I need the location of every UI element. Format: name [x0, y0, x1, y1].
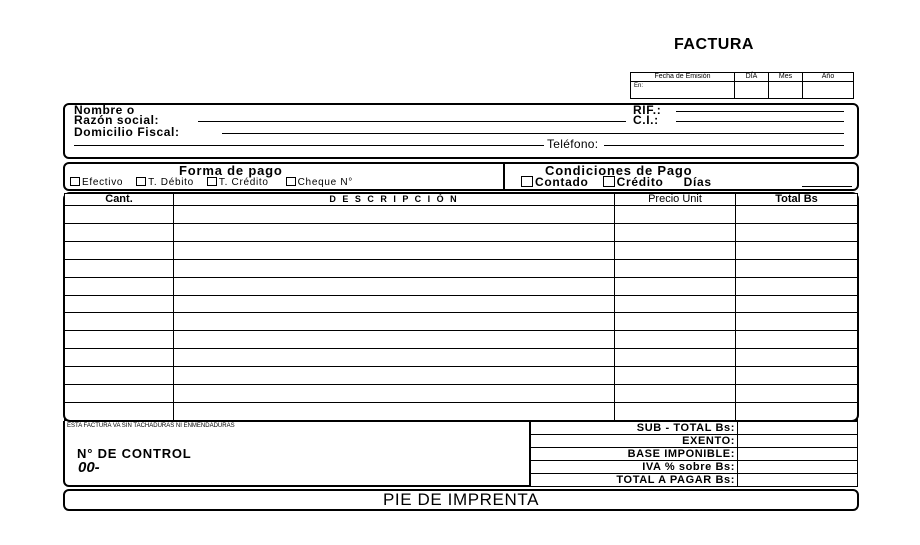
condition-contado[interactable]: Contado — [521, 175, 589, 189]
item-cell-precio[interactable] — [615, 241, 736, 259]
condition-credito[interactable]: Crédito — [603, 175, 664, 189]
item-cell-descripcion[interactable] — [174, 259, 615, 277]
rif-field[interactable] — [676, 111, 844, 112]
item-cell-total[interactable] — [736, 241, 858, 259]
header-total-bs: Total Bs — [736, 194, 858, 206]
item-cell-descripcion[interactable] — [174, 402, 615, 420]
item-row — [65, 206, 858, 224]
totals-table — [530, 421, 858, 487]
payment-option-credito[interactable]: T. Crédito — [207, 177, 269, 188]
header-cant: Cant. — [65, 194, 174, 206]
item-cell-descripcion[interactable] — [174, 206, 615, 224]
item-cell-precio[interactable] — [615, 206, 736, 224]
notice-text: ESTA FACTURA VA SIN TACHADURAS NI ENMENDADURAS — [67, 423, 235, 429]
item-cell-cant[interactable] — [65, 349, 174, 367]
item-row — [65, 241, 858, 259]
item-cell-total[interactable] — [736, 349, 858, 367]
item-cell-precio[interactable] — [615, 259, 736, 277]
header-precio-unit: Precio Unit — [615, 194, 736, 206]
totals-value-field[interactable] — [738, 422, 858, 435]
item-row — [65, 331, 858, 349]
item-cell-descripcion[interactable] — [174, 331, 615, 349]
razon-social-field[interactable] — [198, 121, 626, 122]
payment-option-efectivo[interactable]: Efectivo — [70, 177, 123, 188]
totals-label: TOTAL A PAGAR Bs: — [531, 474, 738, 487]
item-cell-cant[interactable] — [65, 331, 174, 349]
checkbox-efectivo[interactable] — [70, 177, 80, 186]
items-header-row — [65, 194, 858, 206]
item-cell-total[interactable] — [736, 295, 858, 313]
totals-label: BASE IMPONIBLE: — [531, 448, 738, 461]
item-cell-precio[interactable] — [615, 331, 736, 349]
item-cell-precio[interactable] — [615, 367, 736, 385]
item-row — [65, 223, 858, 241]
domicilio-field-line2[interactable] — [74, 145, 544, 146]
item-cell-total[interactable] — [736, 313, 858, 331]
item-cell-descripcion[interactable] — [174, 241, 615, 259]
item-cell-cant[interactable] — [65, 277, 174, 295]
conditions-title: Condiciones de Pago — [545, 163, 693, 178]
totals-value-field[interactable] — [738, 435, 858, 448]
telefono-label: Teléfono: — [547, 137, 599, 151]
item-cell-total[interactable] — [736, 223, 858, 241]
payment-options — [70, 177, 353, 188]
item-cell-descripcion[interactable] — [174, 385, 615, 403]
item-cell-descripcion[interactable] — [174, 313, 615, 331]
control-number-value: 00- — [78, 459, 100, 476]
payment-divider — [503, 163, 505, 190]
checkbox-debito[interactable] — [136, 177, 146, 186]
invoice-title: FACTURA — [674, 36, 754, 53]
item-cell-cant[interactable] — [65, 295, 174, 313]
item-cell-cant[interactable] — [65, 223, 174, 241]
item-cell-descripcion[interactable] — [174, 277, 615, 295]
domicilio-label: Domicilio Fiscal: — [74, 125, 180, 139]
item-cell-cant[interactable] — [65, 313, 174, 331]
checkbox-contado[interactable] — [521, 176, 533, 187]
item-cell-precio[interactable] — [615, 223, 736, 241]
dias-label: Días — [683, 175, 712, 189]
payment-option-debito[interactable]: T. Débito — [136, 177, 194, 188]
item-cell-cant[interactable] — [65, 402, 174, 420]
item-row — [65, 367, 858, 385]
totals-row — [531, 422, 858, 435]
dias-field[interactable] — [802, 186, 852, 187]
item-cell-cant[interactable] — [65, 385, 174, 403]
date-prefix: En: — [631, 82, 735, 99]
item-cell-descripcion[interactable] — [174, 367, 615, 385]
telefono-field[interactable] — [604, 145, 844, 146]
rif-label: RIF.: — [633, 103, 662, 117]
item-row — [65, 313, 858, 331]
totals-row — [531, 448, 858, 461]
item-row — [65, 295, 858, 313]
header-descripcion: D E S C R I P C I Ó N — [174, 194, 615, 206]
item-cell-descripcion[interactable] — [174, 295, 615, 313]
date-month-field[interactable] — [769, 82, 803, 99]
item-cell-precio[interactable] — [615, 277, 736, 295]
item-cell-precio[interactable] — [615, 402, 736, 420]
item-row — [65, 277, 858, 295]
item-cell-total[interactable] — [736, 277, 858, 295]
date-header-dia: DÍA — [735, 73, 769, 82]
totals-row — [531, 435, 858, 448]
date-year-field[interactable] — [803, 82, 854, 99]
item-row — [65, 402, 858, 420]
date-header-ano: Año — [803, 73, 854, 82]
item-cell-cant[interactable] — [65, 206, 174, 224]
checkbox-credito-cond[interactable] — [603, 176, 615, 187]
ci-label: C.I.: — [633, 113, 659, 127]
items-table — [64, 193, 858, 421]
conditions-options — [521, 175, 712, 189]
item-cell-precio[interactable] — [615, 349, 736, 367]
payment-option-cheque[interactable]: Cheque N° — [286, 177, 353, 188]
item-cell-total[interactable] — [736, 331, 858, 349]
item-cell-precio[interactable] — [615, 295, 736, 313]
item-cell-total[interactable] — [736, 259, 858, 277]
item-cell-total[interactable] — [736, 206, 858, 224]
totals-row — [531, 474, 858, 487]
item-cell-descripcion[interactable] — [174, 223, 615, 241]
item-cell-precio[interactable] — [615, 385, 736, 403]
item-row — [65, 385, 858, 403]
payment-title: Forma de pago — [179, 163, 283, 178]
item-cell-total[interactable] — [736, 367, 858, 385]
date-header-fecha: Fecha de Emisión — [631, 73, 735, 82]
totals-label: IVA % sobre Bs: — [531, 461, 738, 474]
totals-value-field[interactable] — [738, 461, 858, 474]
control-number-label: N° DE CONTROL — [77, 446, 192, 461]
checkbox-credito[interactable] — [207, 177, 217, 186]
totals-value-field[interactable] — [738, 448, 858, 461]
razon-social-label: Razón social: — [74, 113, 160, 127]
item-cell-precio[interactable] — [615, 313, 736, 331]
item-row — [65, 259, 858, 277]
date-box — [630, 72, 854, 99]
nombre-label: Nombre o — [74, 103, 135, 117]
pie-de-imprenta: PIE DE IMPRENTA — [382, 490, 540, 509]
totals-label: EXENTO: — [531, 435, 738, 448]
item-cell-cant[interactable] — [65, 259, 174, 277]
date-header-mes: Mes — [769, 73, 803, 82]
domicilio-field[interactable] — [222, 133, 844, 134]
totals-label: SUB - TOTAL Bs: — [531, 422, 738, 435]
item-cell-descripcion[interactable] — [174, 349, 615, 367]
item-cell-total[interactable] — [736, 385, 858, 403]
item-cell-total[interactable] — [736, 402, 858, 420]
item-cell-cant[interactable] — [65, 367, 174, 385]
item-row — [65, 349, 858, 367]
totals-value-field[interactable] — [738, 474, 858, 487]
checkbox-cheque[interactable] — [286, 177, 296, 186]
totals-row — [531, 461, 858, 474]
item-cell-cant[interactable] — [65, 241, 174, 259]
date-day-field[interactable] — [735, 82, 769, 99]
ci-field[interactable] — [676, 121, 844, 122]
